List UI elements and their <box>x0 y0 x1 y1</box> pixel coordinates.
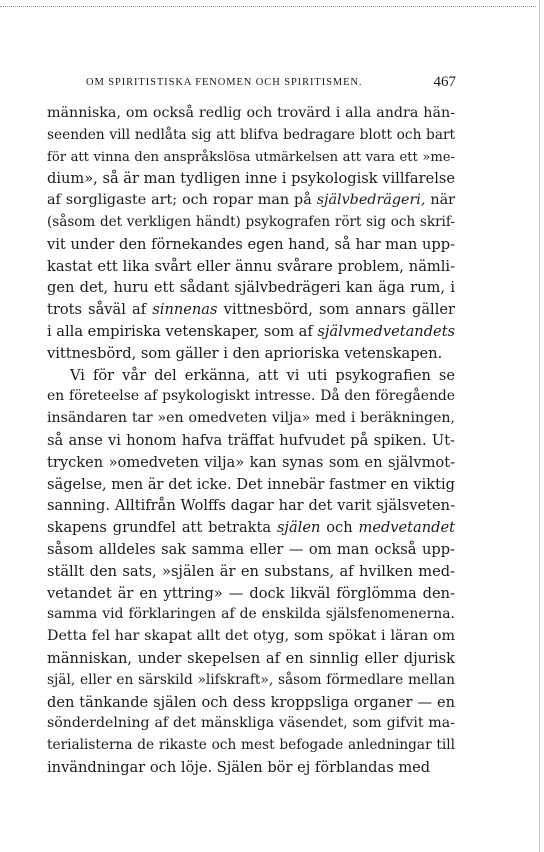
text-run: kastat ett lika svårt eller ännu svårare problem, nämli- <box>47 257 455 275</box>
text-run: ställt den sats, »själen är en substans, af hvilken med- <box>47 562 455 580</box>
text-line <box>47 583 455 605</box>
text-run: seenden vill nedlåta sig att blifva bedragare blott och bart <box>47 126 455 143</box>
text-line <box>47 713 455 735</box>
running-title: OM SPIRITISTISKA FENOMEN OCH SPIRITISMEN. <box>86 77 363 88</box>
text-run: Vi för vår del erkänna, att vi uti psykografien se <box>70 366 455 384</box>
text-run: sägelse, men är det icke. Det innebär fastmer en viktig <box>47 475 455 493</box>
text-run: vetandet är en yttring» — dock likväl förglömma den- <box>47 584 455 602</box>
text-run: insändaren tar »en omedveten vilja» med i beräkningen, <box>47 410 455 427</box>
text-run: gen det, huru ett sådant självbedrägeri kan äga rum, i <box>47 279 455 297</box>
scan-right-border <box>539 0 540 852</box>
text-line <box>47 299 455 321</box>
text-run: människan, under skepelsen af en sinnlig eller djurisk <box>47 649 455 667</box>
paragraph <box>47 103 455 365</box>
text-run: så anse vi honom hafva träffat hufvudet på spiken. Ut- <box>47 431 455 449</box>
scan-top-border <box>0 6 536 7</box>
text-run: (såsom det verkligen händt) psykografen rört sig och skrif- <box>47 213 455 230</box>
text-line <box>47 648 455 670</box>
text-run: människa, om också redlig och trovärd i alla andra hän- <box>47 105 455 121</box>
italic-text: medvetandet <box>358 519 455 537</box>
text-line <box>47 735 455 757</box>
text-line <box>47 343 455 365</box>
italic-text: självmedvetandets <box>317 322 456 340</box>
text-run: såsom alldeles sak samma eller — om man också upp- <box>47 540 455 558</box>
text-body <box>47 103 455 779</box>
text-line <box>47 517 455 539</box>
text-line <box>47 626 455 648</box>
text-line <box>47 103 455 125</box>
text-line <box>47 604 455 626</box>
text-line <box>47 256 455 278</box>
paragraph <box>47 365 455 779</box>
text-line <box>47 670 455 692</box>
text-run: trots såväl af <box>47 301 153 319</box>
text-line <box>47 386 455 408</box>
text-run: för att vinna den anspråkslösa utmärkelsen att vara ett »me- <box>47 149 455 165</box>
text-line <box>47 321 455 343</box>
text-line <box>47 474 455 496</box>
text-line <box>47 125 455 147</box>
text-line <box>47 365 455 387</box>
text-line <box>47 757 455 779</box>
text-line <box>47 234 455 256</box>
text-run: en företeelse af psykologiskt intresse. Då den föregående <box>47 388 455 405</box>
text-line <box>47 408 455 430</box>
text-run: när <box>425 192 455 209</box>
page-number: 467 <box>433 74 456 90</box>
text-run: vit under den förnekandes egen hand, så har man upp- <box>47 235 455 253</box>
text-line <box>47 147 455 169</box>
text-run: och <box>320 519 359 537</box>
running-head <box>80 74 458 92</box>
text-line <box>47 277 455 299</box>
text-line <box>47 561 455 583</box>
text-line <box>47 495 455 517</box>
text-run: invändningar och löje. Själen bör ej förblandas med <box>47 758 431 776</box>
text-line <box>47 190 455 212</box>
text-run: terialisterna de rikaste och mest befogade anledningar till <box>47 737 455 754</box>
text-run: vittnesbörd, som gäller i den aprioriska vetenskapen. <box>47 344 443 362</box>
text-run: i alla empiriska vetenskaper, som af <box>47 322 318 340</box>
text-run: den tänkande själen och dess kroppsliga organer — en <box>47 693 455 711</box>
text-line <box>47 452 455 474</box>
text-run: trycken »omedveten vilja» kan synas som en självmot- <box>47 453 455 471</box>
text-run: af sorgligaste art; och ropar man på <box>47 192 317 209</box>
text-run: skapens grundfel att betrakta <box>47 519 277 537</box>
text-run: vittnesbörd, som annars gäller <box>217 301 456 319</box>
text-run: själ, eller en särskild »lifskraft», såsom förmedlare mellan <box>47 671 455 688</box>
text-line <box>47 539 455 561</box>
text-line <box>47 430 455 452</box>
text-run: sanning. Alltifrån Wolffs dagar har det varit själsveten- <box>47 497 455 515</box>
text-line <box>47 212 455 234</box>
italic-text: själen <box>276 519 321 537</box>
text-run: sönderdelning af det mänskliga väsendet, som gifvit ma- <box>47 715 455 732</box>
text-run: Detta fel har skapat allt det otyg, som spökat i läran om <box>47 628 455 645</box>
text-run: dium», så är man tydligen inne i psykologisk villfarelse <box>47 170 455 188</box>
italic-text: självbedrägeri, <box>316 192 426 209</box>
italic-text: sinnenas <box>152 301 218 319</box>
text-line <box>47 692 455 714</box>
text-line <box>47 168 455 190</box>
text-run: samma vid förklaringen af de enskilda själsfenomenerna. <box>47 606 455 623</box>
